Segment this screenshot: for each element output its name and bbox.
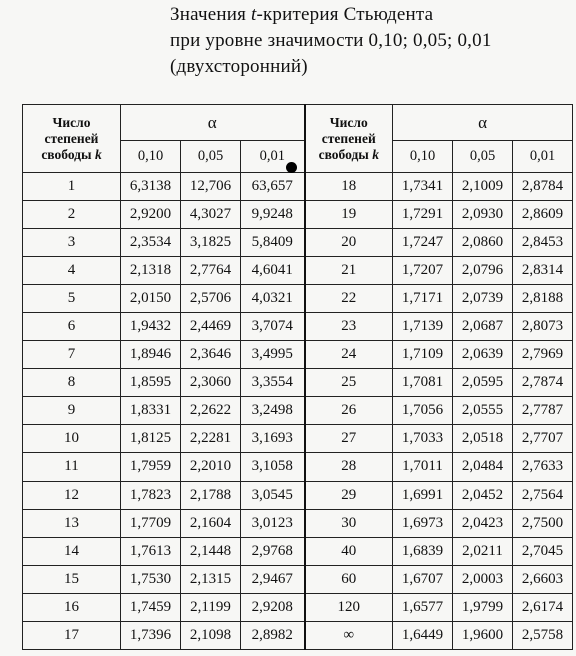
- value-cell: 2,0595: [453, 369, 513, 397]
- table-row: [23, 453, 573, 481]
- dof-cell: 25: [305, 369, 393, 397]
- value-cell: 2,7045: [513, 537, 573, 565]
- value-cell: 2,9200: [121, 201, 181, 229]
- table-row: [23, 173, 573, 201]
- value-cell: 2,2622: [181, 397, 241, 425]
- value-cell: 1,6839: [393, 537, 453, 565]
- dof-cell: 3: [23, 229, 121, 257]
- value-cell: 1,6577: [393, 593, 453, 621]
- dof-cell: 8: [23, 369, 121, 397]
- level-header: 0,10: [393, 141, 453, 173]
- value-cell: 2,8073: [513, 313, 573, 341]
- value-cell: 3,1825: [181, 229, 241, 257]
- value-cell: 2,8784: [513, 173, 573, 201]
- value-cell: 2,0518: [453, 425, 513, 453]
- table-row: [23, 229, 573, 257]
- dof-cell: 4: [23, 257, 121, 285]
- value-cell: 2,0150: [121, 285, 181, 313]
- value-cell: 2,1199: [181, 593, 241, 621]
- value-cell: 4,0321: [241, 285, 305, 313]
- dof-cell: 28: [305, 453, 393, 481]
- dof-cell: 6: [23, 313, 121, 341]
- value-cell: 2,0484: [453, 453, 513, 481]
- value-cell: 1,7056: [393, 397, 453, 425]
- value-cell: 2,1098: [181, 621, 241, 649]
- value-cell: 2,9208: [241, 593, 305, 621]
- level-header: 0,05: [181, 141, 241, 173]
- value-cell: 3,0123: [241, 509, 305, 537]
- value-cell: 1,6449: [393, 621, 453, 649]
- dof-cell: 17: [23, 621, 121, 649]
- value-cell: 1,6707: [393, 565, 453, 593]
- value-cell: 2,1604: [181, 509, 241, 537]
- value-cell: 1,8595: [121, 369, 181, 397]
- dof-cell: 120: [305, 593, 393, 621]
- ink-dot: [286, 162, 297, 173]
- value-cell: 1,7207: [393, 257, 453, 285]
- value-cell: 2,9467: [241, 565, 305, 593]
- dof-cell: 12: [23, 481, 121, 509]
- table-row: [23, 509, 573, 537]
- value-cell: 2,1448: [181, 537, 241, 565]
- value-cell: 2,0423: [453, 509, 513, 537]
- value-cell: 1,7109: [393, 341, 453, 369]
- table-body: [23, 173, 573, 650]
- value-cell: 3,4995: [241, 341, 305, 369]
- value-cell: 1,7396: [121, 621, 181, 649]
- value-cell: 1,7081: [393, 369, 453, 397]
- value-cell: 2,7564: [513, 481, 573, 509]
- dof-cell: 21: [305, 257, 393, 285]
- value-cell: 2,8453: [513, 229, 573, 257]
- value-cell: 3,7074: [241, 313, 305, 341]
- value-cell: 3,0545: [241, 481, 305, 509]
- value-cell: 1,9432: [121, 313, 181, 341]
- table-row: [23, 201, 573, 229]
- level-header: 0,01: [241, 141, 305, 173]
- value-cell: 2,0739: [453, 285, 513, 313]
- page-title: [170, 2, 560, 80]
- value-cell: 9,9248: [241, 201, 305, 229]
- value-cell: 2,5758: [513, 621, 573, 649]
- value-cell: 3,1693: [241, 425, 305, 453]
- value-cell: 2,7969: [513, 341, 573, 369]
- dof-cell: 19: [305, 201, 393, 229]
- dof-cell: 7: [23, 341, 121, 369]
- value-cell: 2,7500: [513, 509, 573, 537]
- value-cell: 1,9799: [453, 593, 513, 621]
- alpha-header-right: α: [393, 105, 573, 141]
- value-cell: 2,0639: [453, 341, 513, 369]
- title-text-suffix: -критерия Стьюдента: [256, 4, 434, 25]
- dof-cell: 9: [23, 397, 121, 425]
- value-cell: 2,5706: [181, 285, 241, 313]
- table-row: [23, 397, 573, 425]
- value-cell: 6,3138: [121, 173, 181, 201]
- value-cell: 1,6991: [393, 481, 453, 509]
- t-distribution-table: [22, 104, 573, 650]
- value-cell: 2,0555: [453, 397, 513, 425]
- value-cell: 2,8314: [513, 257, 573, 285]
- dof-cell: 23: [305, 313, 393, 341]
- value-cell: 3,2498: [241, 397, 305, 425]
- value-cell: 1,7291: [393, 201, 453, 229]
- dof-cell: 1: [23, 173, 121, 201]
- dof-cell: 26: [305, 397, 393, 425]
- table-row: [23, 313, 573, 341]
- title-t-variable: t: [250, 4, 257, 25]
- value-cell: 2,0003: [453, 565, 513, 593]
- dof-cell: 22: [305, 285, 393, 313]
- value-cell: 1,7530: [121, 565, 181, 593]
- dof-cell: 14: [23, 537, 121, 565]
- value-cell: 2,7874: [513, 369, 573, 397]
- level-header: 0,05: [453, 141, 513, 173]
- value-cell: 12,706: [181, 173, 241, 201]
- value-cell: 2,0211: [453, 537, 513, 565]
- table-row: [23, 537, 573, 565]
- table-row: [23, 285, 573, 313]
- alpha-header-left: α: [121, 105, 305, 141]
- value-cell: 2,9768: [241, 537, 305, 565]
- dof-header-left: Число степеней свободы k: [23, 105, 121, 173]
- value-cell: 2,1315: [181, 565, 241, 593]
- value-cell: 2,3060: [181, 369, 241, 397]
- value-cell: 2,7633: [513, 453, 573, 481]
- dof-cell: 60: [305, 565, 393, 593]
- dof-header-right: Число степеней свободы k: [305, 105, 393, 173]
- value-cell: 2,4469: [181, 313, 241, 341]
- table-row: [23, 621, 573, 649]
- value-cell: 1,8125: [121, 425, 181, 453]
- value-cell: 1,7959: [121, 453, 181, 481]
- dof-cell: 18: [305, 173, 393, 201]
- value-cell: 1,6973: [393, 509, 453, 537]
- value-cell: 2,2281: [181, 425, 241, 453]
- value-cell: 2,0687: [453, 313, 513, 341]
- value-cell: 2,7707: [513, 425, 573, 453]
- table-row: [23, 481, 573, 509]
- value-cell: 1,7341: [393, 173, 453, 201]
- value-cell: 1,7011: [393, 453, 453, 481]
- value-cell: 2,3646: [181, 341, 241, 369]
- value-cell: 2,8188: [513, 285, 573, 313]
- level-header: 0,01: [513, 141, 573, 173]
- value-cell: 2,8609: [513, 201, 573, 229]
- value-cell: 2,0452: [453, 481, 513, 509]
- value-cell: 3,1058: [241, 453, 305, 481]
- title-line-2: при уровне значимости 0,10; 0,05; 0,01: [170, 30, 492, 51]
- dof-cell: 27: [305, 425, 393, 453]
- value-cell: 2,1009: [453, 173, 513, 201]
- value-cell: 1,8946: [121, 341, 181, 369]
- table-row: [23, 425, 573, 453]
- value-cell: 2,6603: [513, 565, 573, 593]
- value-cell: 2,1318: [121, 257, 181, 285]
- value-cell: 63,657: [241, 173, 305, 201]
- dof-cell: 20: [305, 229, 393, 257]
- value-cell: 1,7823: [121, 481, 181, 509]
- dof-cell: 16: [23, 593, 121, 621]
- dof-cell: 2: [23, 201, 121, 229]
- value-cell: 5,8409: [241, 229, 305, 257]
- value-cell: 2,0796: [453, 257, 513, 285]
- dof-cell: ∞: [305, 621, 393, 649]
- value-cell: 1,7171: [393, 285, 453, 313]
- dof-cell: 10: [23, 425, 121, 453]
- dof-cell: 30: [305, 509, 393, 537]
- value-cell: 4,3027: [181, 201, 241, 229]
- value-cell: 2,6174: [513, 593, 573, 621]
- level-header: 0,10: [121, 141, 181, 173]
- value-cell: 2,1788: [181, 481, 241, 509]
- table-row: [23, 593, 573, 621]
- value-cell: 1,7247: [393, 229, 453, 257]
- title-line-1: [170, 2, 560, 28]
- value-cell: 1,7613: [121, 537, 181, 565]
- dof-cell: 11: [23, 453, 121, 481]
- value-cell: 2,2010: [181, 453, 241, 481]
- dof-cell: 15: [23, 565, 121, 593]
- dof-cell: 29: [305, 481, 393, 509]
- table-row: [23, 369, 573, 397]
- value-cell: 2,0930: [453, 201, 513, 229]
- value-cell: 1,7139: [393, 313, 453, 341]
- value-cell: 2,8982: [241, 621, 305, 649]
- dof-cell: 40: [305, 537, 393, 565]
- table-row: [23, 565, 573, 593]
- dof-cell: 13: [23, 509, 121, 537]
- table-row: [23, 257, 573, 285]
- table-row: [23, 341, 573, 369]
- value-cell: 1,8331: [121, 397, 181, 425]
- value-cell: 1,7033: [393, 425, 453, 453]
- title-line-3: (двухсторонний): [170, 56, 308, 77]
- value-cell: 2,7764: [181, 257, 241, 285]
- value-cell: 2,7787: [513, 397, 573, 425]
- value-cell: 3,3554: [241, 369, 305, 397]
- dof-cell: 5: [23, 285, 121, 313]
- value-cell: 1,9600: [453, 621, 513, 649]
- value-cell: 2,3534: [121, 229, 181, 257]
- value-cell: 1,7459: [121, 593, 181, 621]
- value-cell: 4,6041: [241, 257, 305, 285]
- title-text: Значения: [170, 4, 251, 25]
- dof-cell: 24: [305, 341, 393, 369]
- value-cell: 2,0860: [453, 229, 513, 257]
- value-cell: 1,7709: [121, 509, 181, 537]
